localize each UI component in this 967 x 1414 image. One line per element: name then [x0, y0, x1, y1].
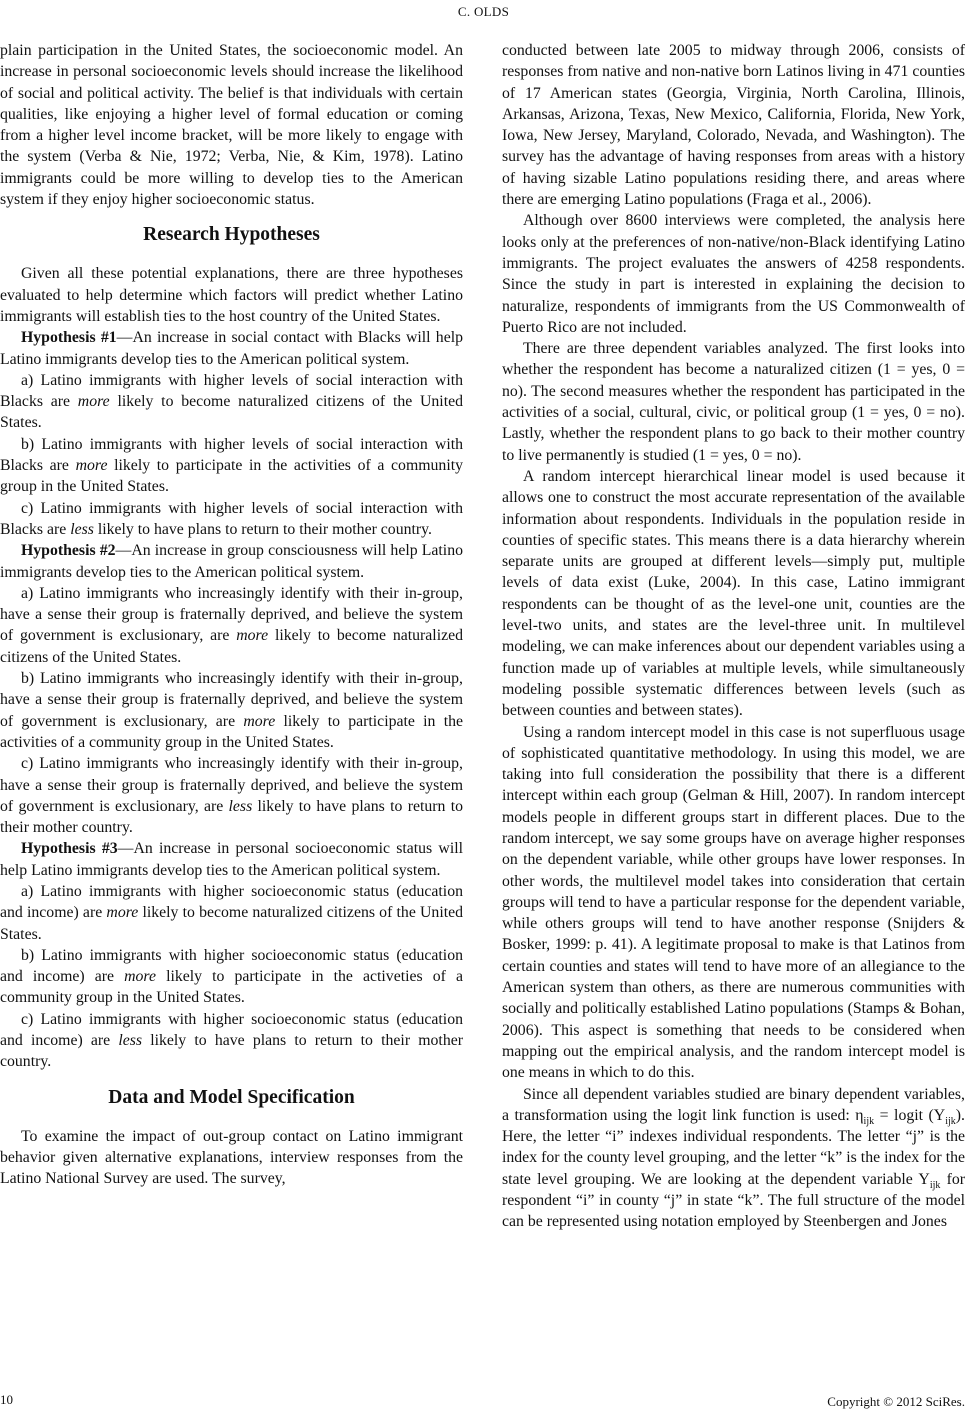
text-run: Given all these potential explanations, there are three hypotheses evaluated to help determine which factors will predict whether Latino immigrants will establish ties to the host country of the United States. [0, 265, 463, 325]
running-head: C. OLDS [457, 4, 510, 19]
emphasis: more [243, 712, 276, 730]
text-run: Data and Model Specification [108, 1086, 355, 1108]
right-column [502, 40, 965, 1233]
section-heading [0, 223, 463, 247]
paragraph [0, 881, 463, 945]
text-run: A random intercept hierarchical linear model is used because it allows one to construct the most accurate representation of the available information about respondents. Individuals in the population reside in counties of specific states. This means there is a data hierarchy wherein separate units are grouped at different levels—simply put, multiple levels of data exist (Luke, 2004). In this case, Latino immigrant respondents can be thought of as the level-one unit, counties are the level-two units, and states are the level-three unit. In multilevel modeling, we can make inferences about our dependent variables using a function made up of variables at multiple levels, while simultaneously modeling possible systematic differences between levels (such as between counties and between states). [502, 467, 965, 720]
emphasis: more [75, 457, 108, 475]
text-run: —An increase in social contact with Blacks will help Latino immigrants develop ties to the American political system. [0, 329, 464, 368]
emphasis: less [118, 1032, 143, 1050]
emphasis: more [236, 627, 269, 645]
paragraph [0, 753, 463, 838]
text-run: likely to become naturalized citizens of the United States. [0, 627, 463, 666]
text-run: likely to participate in the activities of a community group in the United States. [0, 457, 464, 496]
text-run: likely to have plans to return to their mother country. [0, 1032, 463, 1071]
paragraph [0, 838, 463, 881]
text-run: ). Here, the letter “i” indexes individual respondents. The letter “j” is the index for the county level grouping, and the letter “k” is the index for the state level grouping. We are looking at the dependent variable Y [502, 1106, 965, 1188]
text-run: likely to have plans to return to their mother country. [0, 797, 463, 837]
paragraph [0, 1126, 463, 1190]
text-run: conducted between late 2005 to midway through 2006, consists of responses from native and non-native born Latinos living in 471 counties of 17 American states (Georgia, Virginia, North Carolina, Illinois, Arkansas, Arizona, Texas, New Mexico, California, Florida, New York, Iowa, New Jersey, Maryland, Colorado, Nevada, and Washington). The survey has the advantage of having responses from areas with a history of having sizable Latino populations residing there, and areas where there are emerging Latino populations (Fraga et al., 2006). [502, 42, 965, 209]
paragraph [502, 722, 965, 1084]
paragraph [0, 370, 463, 434]
emphasis: more [124, 968, 156, 986]
emphasis: more [106, 904, 139, 922]
section-heading [0, 1086, 463, 1110]
hypothesis-label: Hypothesis #1 [21, 329, 117, 347]
text-run: c) Latino immigrants with higher socioeconomic status (education and income) are [0, 1010, 463, 1050]
left-column [0, 40, 463, 1190]
paragraph [0, 498, 463, 541]
emphasis: less [228, 797, 253, 815]
text-run: for respondent “i” in county “j” in state “k”. The full structure of the model can be represented using notation employed by Steenbergen and Jones [502, 1170, 966, 1231]
text-run: = logit (Y [874, 1106, 946, 1124]
text-run: a) Latino immigrants with higher socioeconomic status (education and income) are [0, 882, 463, 922]
text-run: likely to become naturalized citizens of the United States. [0, 393, 463, 432]
hypothesis-label: Hypothesis #2 [21, 542, 116, 560]
text-run: Since all dependent variables studied are binary dependent variables, a transformation using the logit link function is used: η [502, 1085, 965, 1124]
text-run: likely to participate in the activities of a community group in the United States. [0, 712, 463, 751]
text-run: b) Latino immigrants who increasingly identify with their in-group, have a sense their group is fraternally deprived, and believe the system of government is exclusionary, are [0, 670, 463, 730]
paragraph [502, 1084, 965, 1233]
text-run: likely to have plans to return to their mother country. [93, 520, 432, 538]
text-run: There are three dependent variables analyzed. The first looks into whether the respondent has become a naturalized citizen (1 = yes, 0 = no). The second measures whether the respondent has participated in the activities of a social, cultural, civic, or political group (1 = yes, 0 = no). Lastly, whether the respondent plans to go back to their mother country to live permanently is studied (1 = yes, 0 = no). [502, 340, 965, 464]
paragraph [0, 1009, 463, 1073]
subscript: ijk [863, 1116, 875, 1127]
paragraph [0, 668, 463, 753]
paragraph [0, 945, 463, 1009]
text-run: b) Latino immigrants with higher levels of social interaction with Blacks are [0, 435, 463, 475]
paragraph [0, 263, 463, 327]
paragraph [0, 327, 463, 370]
text-run: a) Latino immigrants with higher levels of social interaction with Blacks are [0, 371, 463, 411]
text-run: b) Latino immigrants with higher socioeconomic status (education and income) are [0, 946, 463, 986]
text-run: Using a random intercept model in this case is not superfluous usage of sophisticated quantitative methodology. In using this model, we are taking into full consideration the possibility that there is a different intercept within each group (Gelman & Hill, 2007). In random intercept models people in different groups start in different places. Due to the random intercept, we say some groups have on average higher responses on the dependent variable, while other groups have lower responses. In other words, the multilevel model takes into consideration that certain groups will tend to have a particular response for the dependent variable, while others groups will tend to have another response (Snijders & Bosker, 1999: p. 41). A legitimate proposal to make is that Latinos from certain counties and states will tend to have more of an allegiance to the American system than others, as there are numerous communities with socially and politically established Latino populations (Stamps & Bohan, 2006). This aspect is something that needs to be considered when mapping out the empirical analysis, and the random intercept model is one means in which to do this. [502, 723, 965, 1082]
text-run: a) Latino immigrants who increasingly identify with their in-group, have a sense their group is fraternally deprived, and believe the system of government is exclusionary, are [0, 584, 463, 645]
subscript: ijk [945, 1116, 956, 1127]
copyright-notice: Copyright © 2012 SciRes. [827, 1394, 965, 1409]
text-run: c) Latino immigrants who increasingly identify with their in-group, have a sense their group is fraternally deprived, and believe the system of government is exclusionary, are [0, 755, 463, 815]
paragraph [0, 40, 463, 210]
subscript: ijk [929, 1179, 941, 1191]
paragraph [502, 210, 965, 338]
text-run: likely to participate in the activeties of a community group in the United States. [0, 968, 463, 1007]
paragraph [502, 40, 965, 210]
paragraph [502, 338, 965, 466]
emphasis: more [77, 393, 110, 411]
hypothesis-label: Hypothesis #3 [21, 840, 118, 858]
paragraph [0, 583, 463, 668]
text-run: likely to become naturalized citizens of the United States. [0, 904, 464, 943]
text-run: —An increase in group consciousness will help Latino immigrants develop ties to the American political system. [0, 542, 463, 581]
text-run: —An increase in personal socioeconomic status will help Latino immigrants develop ties to the American political system. [0, 840, 463, 879]
text-run: plain participation in the United States, the socioeconomic model. An increase in personal socioeconomic levels should increase the likelihood of social and political activity. The belief is that individuals with certain qualities, like enjoying a higher level of formal education or coming from a higher level income bracket, will be more likely to engage with the system (Verba & Nie, 1972; Verba, Nie, & Kim, 1978). Latino immigrants could be more willing to develop ties to the American system if they enjoy higher socioeconomic status. [0, 42, 463, 209]
emphasis: less [70, 520, 94, 538]
paragraph [0, 540, 463, 583]
paragraph [0, 434, 463, 498]
text-run: c) Latino immigrants with higher levels of social interaction with Blacks are [0, 499, 463, 538]
text-run: Although over 8600 interviews were completed, the analysis here looks only at the preferences of non-native/non-Black identifying Latino immigrants. The project evaluates the answers of 4258 respondents. Since the study in part is interested in explaining the decision to naturalize, respondents of immigrants from the US Commonwealth of Puerto Rico are not included. [502, 212, 965, 336]
text-run: To examine the impact of out-group contact on Latino immigrant behavior given alternative explanations, interview responses from the Latino National Survey are used. The survey, [0, 1127, 463, 1188]
page-number: 10 [0, 1392, 13, 1407]
paragraph [502, 466, 965, 722]
text-run: Research Hypotheses [143, 224, 320, 246]
